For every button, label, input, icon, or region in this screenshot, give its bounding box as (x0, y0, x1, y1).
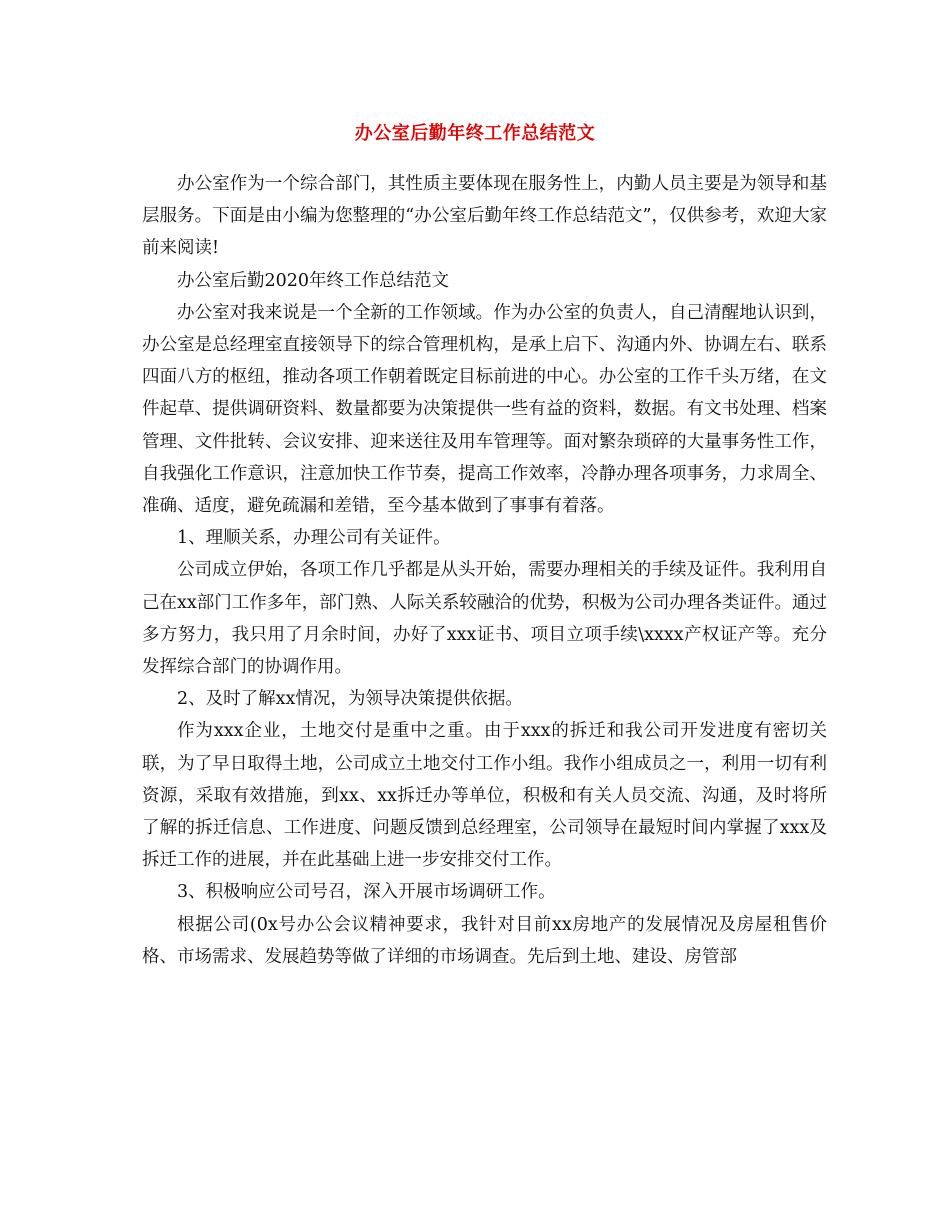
document-body (142, 168, 827, 973)
section-heading: 办公室后勤2020年终工作总结范文 (177, 270, 450, 291)
list-heading-3: 3、积极响应公司号召，深入开展市场调研工作。 (177, 882, 556, 903)
body-paragraph: 作为xxx企业，土地交付是重中之重。由于xxx的拆迁和我公司开发进度有密切关联，为了早日取得土地，公司成立土地交付工作小组。我作小组成员之一，利用一切有利资源，采取有效措施，到xx、xx拆迁办等单位，积极和有关人员交流、沟通，及时将所了解的拆迁信息、工作进度、问题反馈到总经理室，公司领导在最短时间内掌握了xxx及拆迁工作的进展，并在此基础上进一步安排交付工作。 (142, 721, 827, 871)
list-heading-2: 2、及时了解xx情况，为领导决策提供依据。 (177, 689, 523, 710)
body-paragraph: 根据公司(0x号办公会议精神要求，我针对目前xx房地产的发展情况及房屋租售价格、市场需求、发展趋势等做了详细的市场调查。先后到土地、建设、房管部 (142, 914, 827, 967)
intro-paragraph: 办公室作为一个综合部门，其性质主要体现在服务性上，内勤人员主要是为领导和基层服务。下面是由小编为您整理的“办公室后勤年终工作总结范文”，仅供参考，欢迎大家前来阅读! (142, 174, 827, 259)
body-paragraph: 公司成立伊始，各项工作几乎都是从头开始，需要办理相关的手续及证件。我利用自己在xx部门工作多年，部门熟、人际关系较融洽的优势，积极为公司办理各类证件。通过多方努力，我只用了月余时间，办好了xxx证书、项目立项手续\xxxx产权证产等。充分发挥综合部门的协调作用。 (142, 560, 827, 678)
list-heading-1: 1、理顺关系，办理公司有关证件。 (177, 528, 451, 549)
document-title: 办公室后勤年终工作总结范文 (354, 123, 596, 144)
body-paragraph: 办公室对我来说是一个全新的工作领域。作为办公室的负责人，自己清醒地认识到，办公室是总经理室直接领导下的综合管理机构，是承上启下、沟通内外、协调左右、联系四面八方的枢纽，推动各项工作朝着既定目标前进的中心。办公室的工作千头万绪，在文件起草、提供调研资料、数量都要为决策提供一些有益的资料，数据。有文书处理、档案管理、文件批转、会议安排、迎来送往及用车管理等。面对繁杂琐碎的大量事务性工作，自我强化工作意识，注意加快工作节奏，提高工作效率，冷静办理各项事务，力求周全、准确、适度，避免疏漏和差错，至今基本做到了事事有着落。 (142, 302, 827, 517)
